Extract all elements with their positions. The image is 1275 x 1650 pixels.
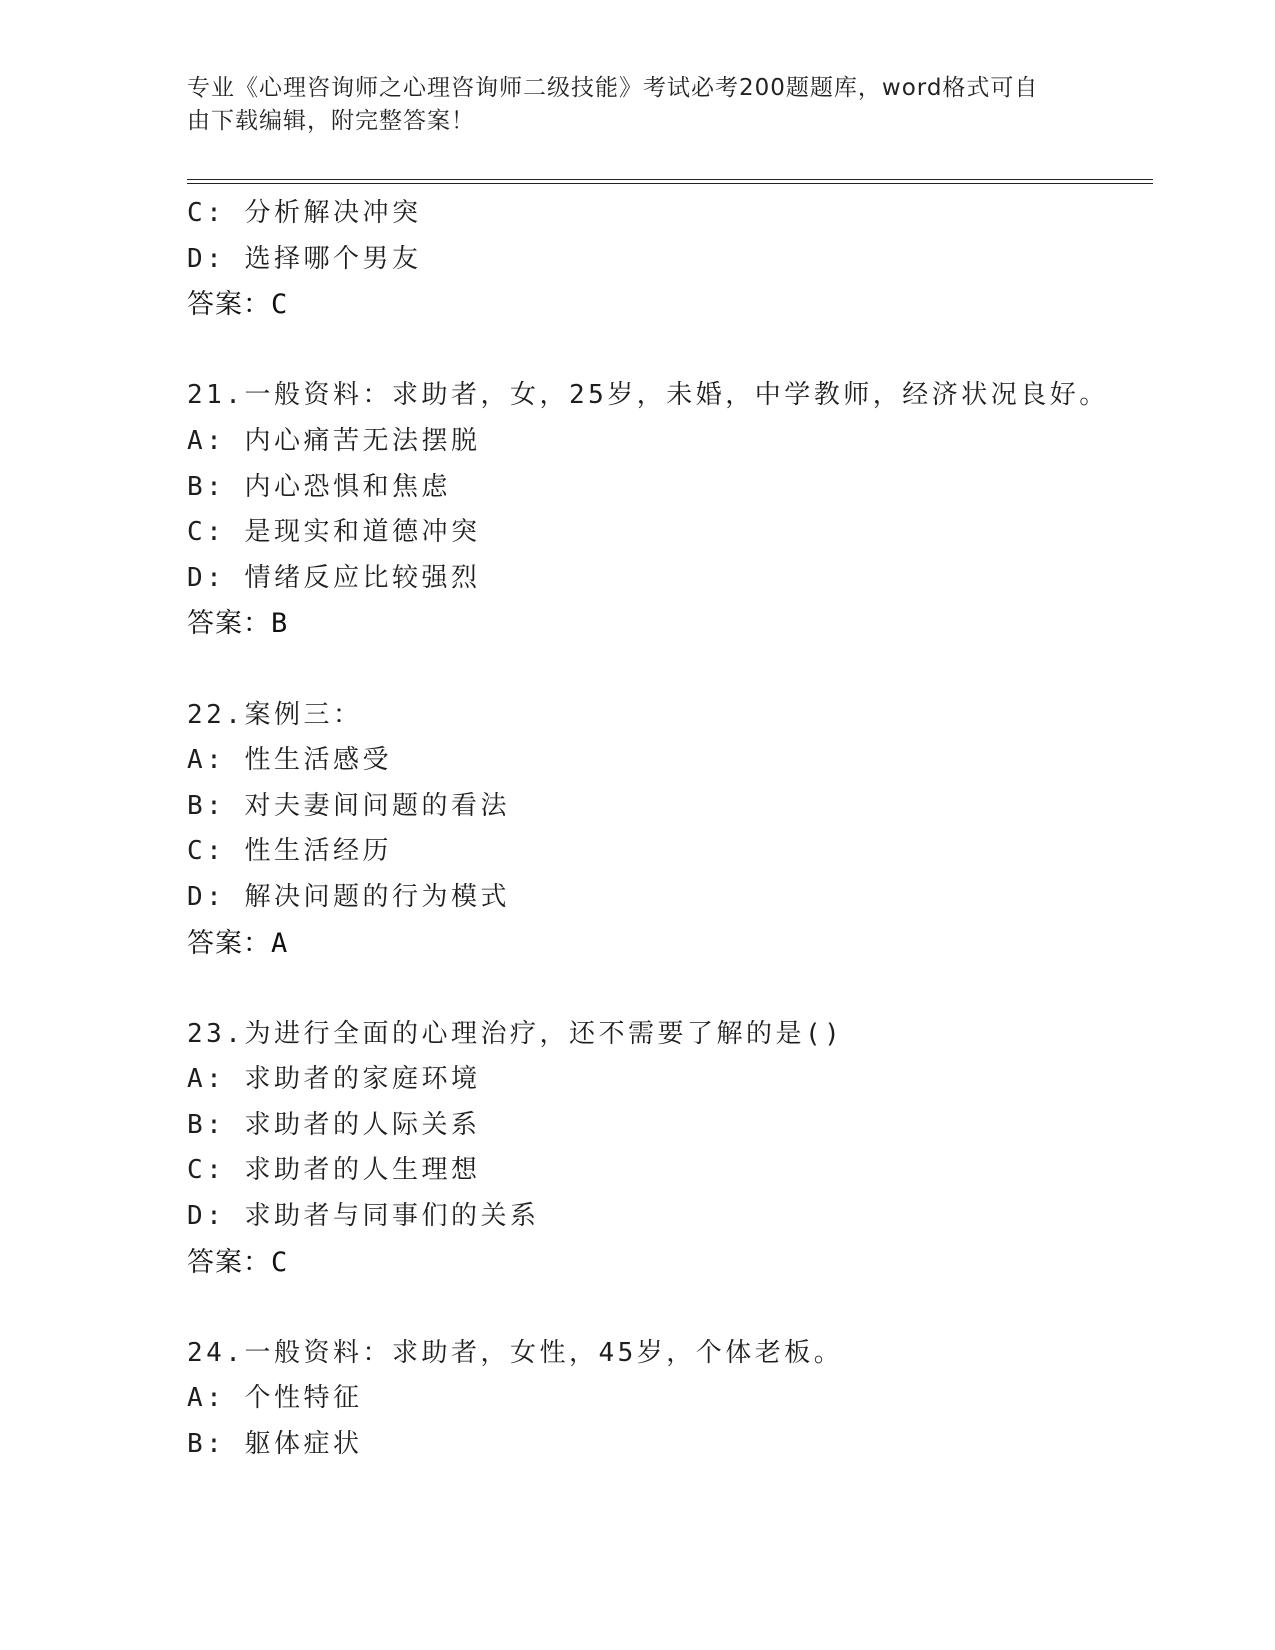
answer-label: 答案：	[187, 289, 271, 321]
answer-label: 答案：	[187, 608, 271, 640]
spacer	[187, 647, 1147, 693]
answer-key: B	[271, 608, 289, 640]
document-header	[187, 72, 1067, 138]
answer-key: A	[271, 927, 289, 959]
header-divider-bottom	[187, 183, 1153, 184]
question-stem: 23.为进行全面的心理治疗，还不需要了解的是()	[187, 1018, 844, 1049]
header-divider-top	[187, 179, 1153, 180]
answer-key: C	[271, 289, 289, 321]
header-title-line-2: 由下载编辑，附完整答案！	[187, 108, 475, 134]
spacer	[187, 328, 1147, 374]
question-list	[187, 191, 1147, 1468]
question-stem: 21.一般资料：求助者，女，25岁，未婚，中学教师，经济状况良好。	[187, 380, 1109, 411]
spacer	[187, 1285, 1147, 1331]
option-b: B: 求助者的人际关系	[187, 1109, 481, 1140]
option-b: B: 躯体症状	[187, 1429, 363, 1460]
answer-line	[187, 1240, 1147, 1286]
option-c: C: 分析解决冲突	[187, 198, 422, 228]
option-b: B: 内心恐惧和焦虑	[187, 471, 451, 502]
spacer	[187, 966, 1147, 1012]
option-d: D: 选择哪个男友	[187, 243, 422, 274]
option-a: A: 内心痛苦无法摆脱	[187, 425, 481, 456]
option-d: D: 求助者与同事们的关系	[187, 1201, 540, 1232]
answer-key: C	[271, 1246, 289, 1278]
question-stem: 24.一般资料：求助者，女性，45岁，个体老板。	[187, 1337, 844, 1368]
answer-label: 答案：	[187, 927, 271, 959]
option-c: C: 是现实和道德冲突	[187, 517, 481, 548]
option-d: D: 情绪反应比较强烈	[187, 562, 481, 593]
answer-line	[187, 601, 1147, 647]
answer-line	[187, 921, 1147, 967]
header-title-line-1: 专业《心理咨询师之心理咨询师二级技能》考试必考200题题库，word格式可自	[187, 75, 1039, 101]
option-a: A: 求助者的家庭环境	[187, 1064, 481, 1095]
option-c: C: 性生活经历	[187, 836, 392, 867]
option-c: C: 求助者的人生理想	[187, 1155, 481, 1186]
question-stem: 22.案例三：	[187, 699, 363, 730]
answer-label: 答案：	[187, 1246, 271, 1278]
option-a: A: 性生活感受	[187, 745, 392, 776]
option-b: B: 对夫妻间问题的看法	[187, 790, 510, 821]
answer-line	[187, 282, 1147, 328]
option-a: A: 个性特征	[187, 1383, 363, 1414]
option-d: D: 解决问题的行为模式	[187, 881, 510, 912]
